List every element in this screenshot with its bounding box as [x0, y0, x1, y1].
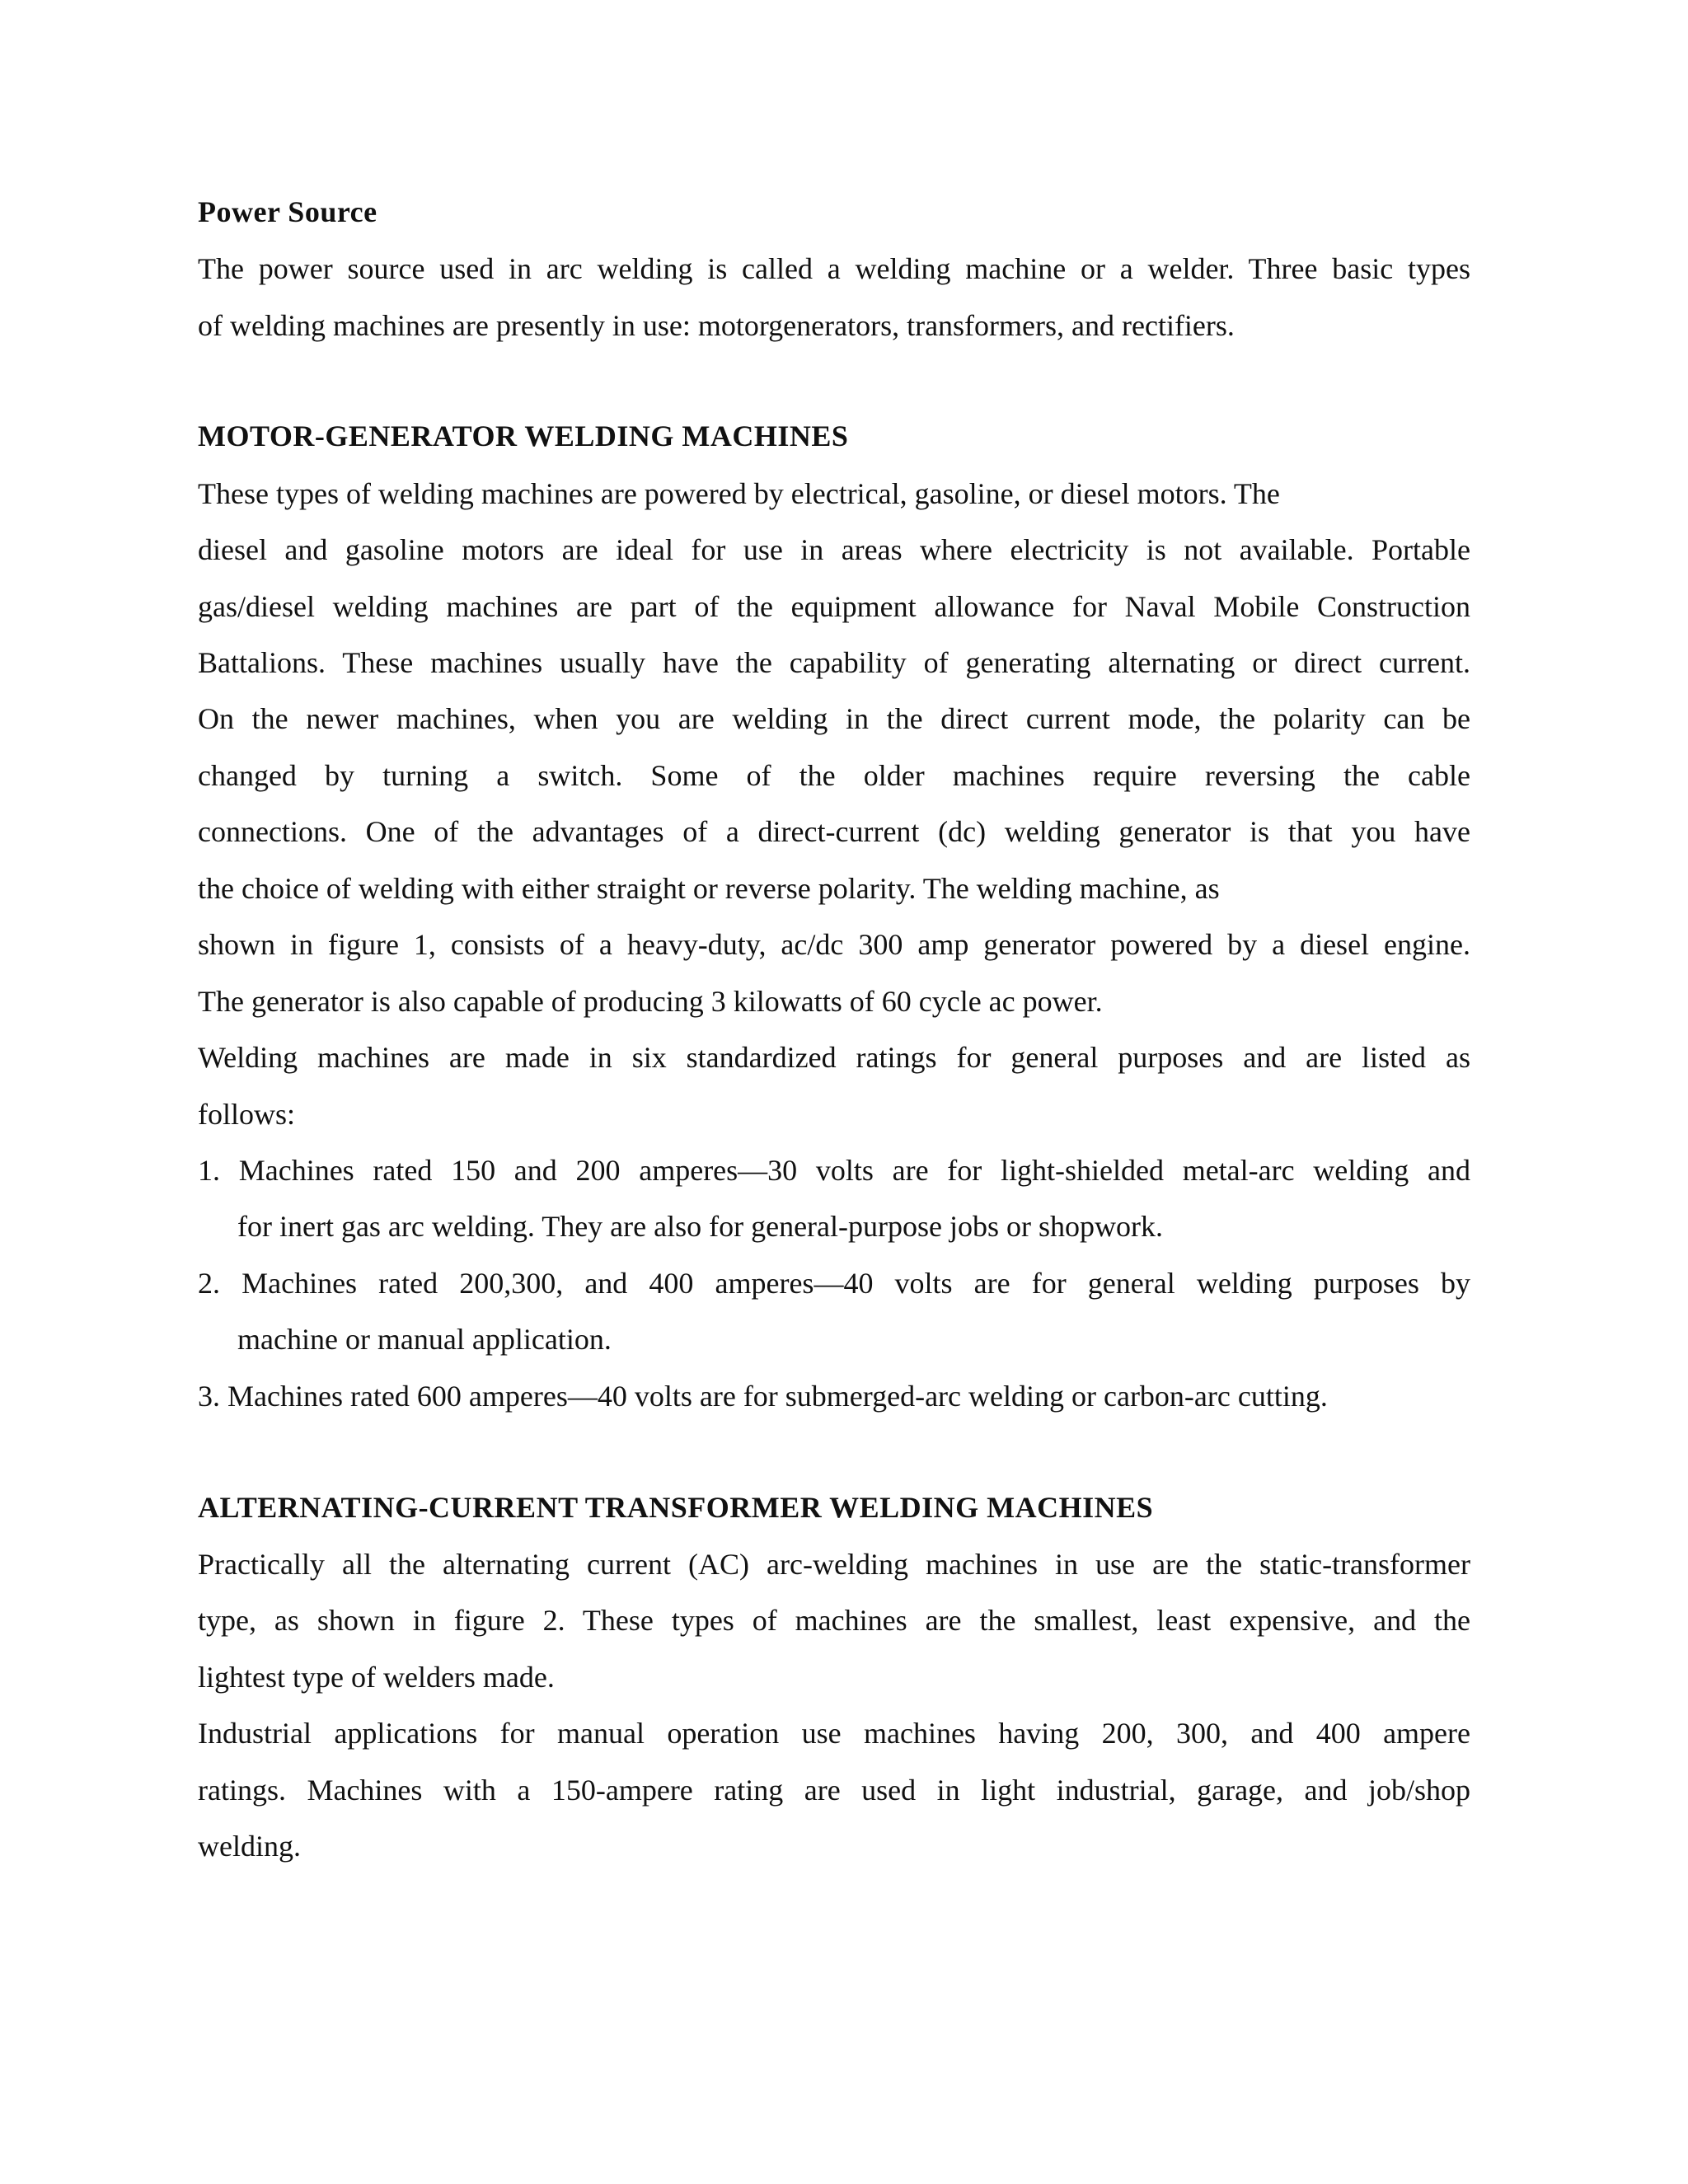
paragraph-line: connections. One of the advantages of a direct-current (dc) welding generator is that you have [198, 815, 1470, 848]
paragraph-line: Practically all the alternating current (AC) arc-welding machines in use are the static-transformer [198, 1548, 1470, 1581]
power-source-heading: Power Source [198, 195, 377, 228]
paragraph-line: welding. [198, 1830, 301, 1863]
list-item-2-continued: machine or manual application. [237, 1323, 612, 1356]
paragraph-line: of welding machines are presently in use: motorgenerators, transformers, and rectifiers. [198, 309, 1235, 342]
paragraph-line: Welding machines are made in six standardized ratings for general purposes and are listed as [198, 1041, 1470, 1074]
paragraph-line: These types of welding machines are powered by electrical, gasoline, or diesel motors. The [198, 477, 1280, 510]
motor-generator-heading: MOTOR-GENERATOR WELDING MACHINES [198, 419, 849, 452]
paragraph-line: changed by turning a switch. Some of the older machines require reversing the cable [198, 759, 1470, 792]
paragraph-line: lightest type of welders made. [198, 1661, 555, 1694]
paragraph-line: gas/diesel welding machines are part of the equipment allowance for Naval Mobile Construction [198, 590, 1470, 623]
ac-transformer-heading: ALTERNATING-CURRENT TRANSFORMER WELDING MACHINES [198, 1491, 1154, 1524]
list-item-2: 2. Machines rated 200,300, and 400 amperes—40 volts are for general welding purposes by [198, 1267, 1470, 1300]
paragraph-line: the choice of welding with either straight or reverse polarity. The welding machine, as [198, 872, 1220, 905]
list-item-1-continued: for inert gas arc welding. They are also for general-purpose jobs or shopwork. [237, 1210, 1163, 1243]
paragraph-line: diesel and gasoline motors are ideal for use in areas where electricity is not available. Portable [198, 533, 1470, 566]
paragraph-line: Industrial applications for manual operation use machines having 200, 300, and 400 ampere [198, 1717, 1470, 1750]
paragraph-line: ratings. Machines with a 150-ampere rating are used in light industrial, garage, and job/shop [198, 1774, 1470, 1807]
paragraph-line: follows: [198, 1098, 296, 1131]
paragraph-line: shown in figure 1, consists of a heavy-duty, ac/dc 300 amp generator powered by a diesel engine. [198, 928, 1470, 961]
paragraph-line: The generator is also capable of producing 3 kilowatts of 60 cycle ac power. [198, 985, 1103, 1018]
list-item-1: 1. Machines rated 150 and 200 amperes—30 volts are for light-shielded metal-arc welding and [198, 1154, 1470, 1187]
list-item-3: 3. Machines rated 600 amperes—40 volts are for submerged-arc welding or carbon-arc cutting. [198, 1380, 1328, 1413]
paragraph-line: type, as shown in figure 2. These types of machines are the smallest, least expensive, and the [198, 1604, 1470, 1637]
paragraph-line: The power source used in arc welding is called a welding machine or a welder. Three basic types [198, 252, 1470, 285]
paragraph-line: On the newer machines, when you are welding in the direct current mode, the polarity can be [198, 702, 1470, 735]
paragraph-line: Battalions. These machines usually have the capability of generating alternating or direct current. [198, 646, 1470, 679]
